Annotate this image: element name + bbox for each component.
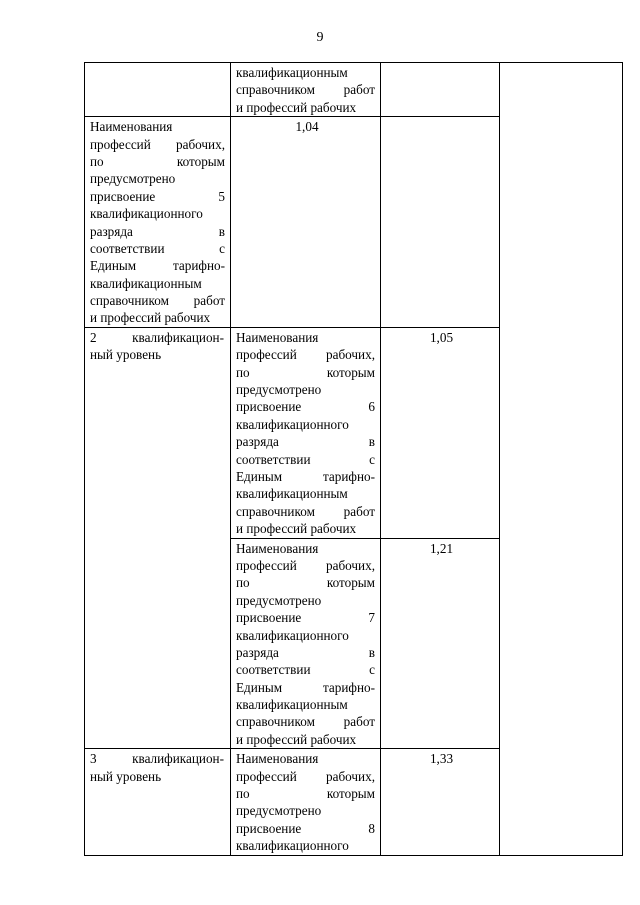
occupation-word: разряда [90, 223, 133, 239]
occupation-word: справочником [236, 714, 315, 730]
occupation-word: профессий [236, 557, 297, 573]
occupation-line: Наименования [90, 119, 173, 135]
occupation-line [236, 451, 375, 468]
empty-column-cell [500, 63, 623, 856]
occupation-line [236, 713, 375, 730]
occupation-line: квалификационного [236, 627, 349, 643]
coefficient-cell [381, 749, 500, 855]
coefficient-value: 1,21 [429, 540, 454, 556]
level-label: квалификацион- [132, 329, 224, 345]
occupation-line: квалификационного [236, 416, 349, 432]
occupation-line: и профессий рабочих [236, 731, 357, 747]
occupation-word: разряда [236, 434, 279, 450]
occupation-word: 8 [368, 820, 375, 836]
occupation-line: квалификационным [90, 275, 202, 291]
qualification-level-cell [85, 327, 231, 748]
occupation-word: с [369, 662, 375, 678]
occupation-line: квалификационного [236, 838, 349, 854]
occupation-line [90, 223, 225, 240]
occupation-line [90, 188, 225, 205]
occupation-word: работ [193, 293, 225, 309]
occupation-word: по [236, 364, 250, 380]
occupation-line [236, 820, 375, 837]
occupation-line [236, 609, 375, 626]
occupation-word: которым [326, 786, 375, 802]
occupation-word: Единым [236, 679, 283, 695]
occupation-word: Единым [90, 258, 137, 274]
coefficient-cell [231, 117, 381, 328]
occupation-word: Единым [236, 468, 283, 484]
occupation-line [90, 153, 225, 170]
occupation-word: по [236, 786, 250, 802]
occupation-line [90, 257, 225, 274]
occupation-word: профессий [90, 136, 151, 152]
occupation-line [236, 661, 375, 678]
coefficient-cell [381, 538, 500, 749]
occupation-line [236, 785, 375, 802]
occupation-line: предусмотрено [236, 592, 322, 608]
occupation-line [236, 557, 375, 574]
occupation-word: в [218, 223, 225, 239]
occupation-word: в [368, 434, 375, 450]
occupation-word: справочником [236, 503, 315, 519]
occupation-line [236, 768, 375, 785]
occupation-line [236, 503, 375, 520]
occupation-line: предусмотрено [90, 171, 176, 187]
occupation-line: Наименования [236, 540, 319, 556]
occupation-word: разряда [236, 644, 279, 660]
occupation-cell [231, 749, 381, 855]
occupation-line [236, 81, 375, 98]
occupation-word: рабочих, [326, 347, 375, 363]
occupation-word: с [369, 451, 375, 467]
occupation-word: справочником [90, 293, 169, 309]
occupation-word: 7 [368, 610, 375, 626]
occupation-line [236, 398, 375, 415]
occupation-word: тарифно- [322, 679, 375, 695]
occupation-word: справочником [236, 82, 315, 98]
occupation-line [90, 136, 225, 153]
level-number: 2 [90, 329, 97, 345]
occupation-word: профессий [236, 347, 297, 363]
occupation-line: и профессий рабочих [90, 310, 211, 326]
occupation-word: которым [326, 575, 375, 591]
occupation-word: присвоение [236, 610, 302, 626]
coefficient-cell [381, 327, 500, 538]
occupation-word: тарифно- [172, 258, 225, 274]
occupation-word: по [236, 575, 250, 591]
occupation-word: тарифно- [322, 468, 375, 484]
occupation-word: 6 [368, 399, 375, 415]
level-label: ный уровень [90, 347, 162, 363]
level-label: квалификацион- [132, 751, 224, 767]
occupation-line [90, 292, 225, 309]
occupation-cell [231, 327, 381, 538]
occupation-line: и профессий рабочих [236, 521, 357, 537]
occupation-line [236, 679, 375, 696]
level-label: ный уровень [90, 768, 162, 784]
occupation-line: предусмотрено [236, 382, 322, 398]
coefficient-value: 1,04 [295, 119, 319, 135]
occupation-line: предусмотрено [236, 803, 322, 819]
occupation-line [236, 364, 375, 381]
occupation-word: присвоение [236, 399, 302, 415]
occupation-word: присвоение [90, 188, 156, 204]
occupation-word: рабочих, [326, 768, 375, 784]
coefficient-cell [381, 63, 500, 117]
occupation-line [236, 574, 375, 591]
occupation-word: с [219, 240, 225, 256]
occupation-line [90, 240, 225, 257]
occupation-line: Наименования [236, 751, 319, 767]
occupation-word: рабочих, [326, 557, 375, 573]
occupation-word: соответствии [90, 240, 165, 256]
occupation-word: работ [343, 82, 375, 98]
occupation-line: квалификационным [236, 486, 348, 502]
occupation-line [236, 433, 375, 450]
occupation-line [236, 346, 375, 363]
occupation-word: соответствии [236, 451, 311, 467]
occupation-cell [231, 63, 381, 117]
occupation-line [236, 644, 375, 661]
occupation-line: и профессий рабочих [236, 99, 357, 115]
qualification-level-cell [85, 749, 231, 855]
occupation-word: соответствии [236, 662, 311, 678]
occupation-word: которым [326, 364, 375, 380]
occupation-word: присвоение [236, 820, 302, 836]
coefficient-value: 1,05 [429, 329, 454, 345]
occupation-line: квалификационного [90, 206, 203, 222]
occupation-line: квалификационным [236, 697, 348, 713]
qualification-table [84, 62, 623, 856]
occupation-word: по [90, 153, 104, 169]
occupation-word: которым [176, 153, 225, 169]
qualification-level-cell [85, 63, 231, 117]
coefficient-value: 1,33 [429, 751, 454, 767]
occupation-word: работ [343, 503, 375, 519]
occupation-word: профессий [236, 768, 297, 784]
occupation-word: в [368, 644, 375, 660]
occupation-line: квалификационным [236, 65, 348, 80]
table-row [85, 63, 623, 117]
page-number: 9 [316, 30, 324, 45]
occupation-line [236, 468, 375, 485]
level-number: 3 [90, 751, 97, 767]
occupation-word: 5 [218, 188, 225, 204]
occupation-word: работ [343, 714, 375, 730]
occupation-line: Наименования [236, 329, 319, 345]
occupation-cell [85, 117, 231, 328]
occupation-cell [231, 538, 381, 749]
occupation-word: рабочих, [176, 136, 225, 152]
